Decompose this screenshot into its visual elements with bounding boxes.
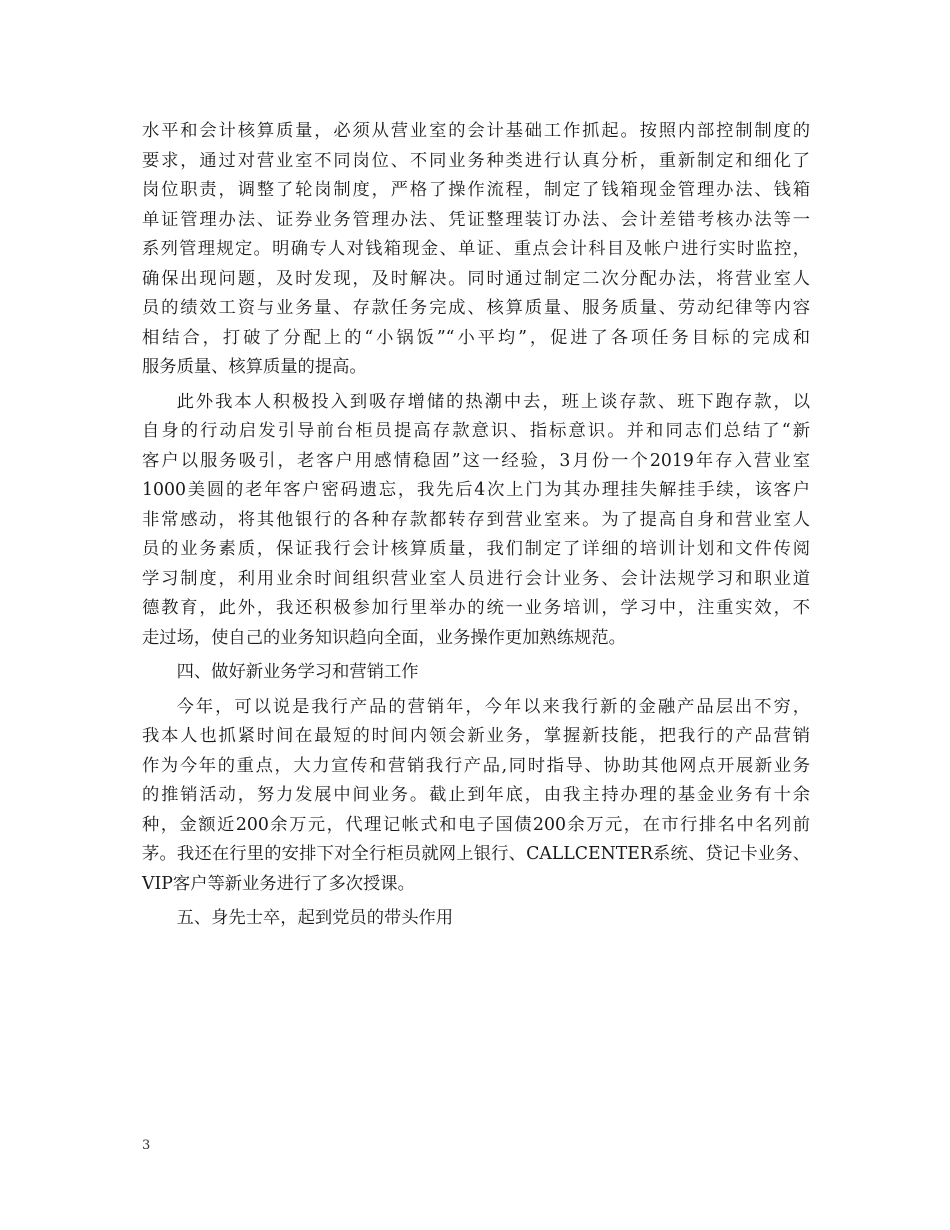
text-line: 种，金额近200余万元，代理记帐式和电子国债200余万元，在市行排名中名列前 (142, 814, 810, 835)
text-line: 系列管理规定。明确专人对钱箱现金、单证、重点会计科目及帐户进行实时监控， (142, 239, 810, 259)
text-line: 的推销活动，努力发展中间业务。截止到年底，由我主持办理的基金业务有十余 (142, 785, 810, 805)
text-line: 客户以服务吸引，老客户用感情稳固”这一经验，3月份一个2019年存入营业室 (142, 450, 810, 471)
text-line: 此外我本人积极投入到吸存增储的热潮中去，班上谈存款、班下跑存款，以 (176, 391, 810, 412)
paragraph-deposit-growth (142, 388, 810, 654)
heading-line: 四、做好新业务学习和营销工作 (176, 662, 419, 682)
text-line: 德教育，此外，我还积极参加行里举办的统一业务培训，学习中，注重实效，不 (142, 598, 810, 618)
text-line: 岗位职责，调整了轮岗制度，严格了操作流程，制定了钱箱现金管理办法、钱箱 (142, 180, 810, 200)
text-line: 走过场，使自己的业务知识趋向全面，业务操作更加熟练规范。 (142, 627, 626, 648)
page-number: 3 (142, 1138, 151, 1153)
text-line: 茅。我还在行里的安排下对全行柜员就网上银行、CALLCENTER系统、贷记卡业务、 (142, 844, 810, 864)
text-line: 员的业务素质，保证我行会计核算质量，我们制定了详细的培训计划和文件传阅 (142, 539, 810, 559)
section-heading-party-member (142, 904, 810, 934)
text-line: 要求，通过对营业室不同岗位、不同业务种类进行认真分析，重新制定和细化了 (142, 150, 810, 171)
document-body (142, 117, 810, 934)
text-line: 服务质量、核算质量的提高。 (142, 357, 367, 377)
text-line: 作为今年的重点，大力宣传和营销我行产品,同时指导、协助其他网点开展新业务 (142, 755, 810, 776)
text-line: 1000美圆的老年客户密码遗忘，我先后4次上门为其办理挂失解挂手续，该客户 (142, 480, 810, 500)
section-heading-new-business (142, 658, 810, 688)
heading-line: 五、身先士卒，起到党员的带头作用 (176, 908, 454, 928)
text-line: 学习制度，利用业余时间组织营业室人员进行会计业务、会计法规学习和职业道 (142, 568, 810, 589)
text-line: 员的绩效工资与业务量、存款任务完成、核算质量、服务质量、劳动纪律等内容 (142, 298, 810, 318)
text-line: VIP客户等新业务进行了多次授课。 (142, 873, 415, 894)
text-line: 今年，可以说是我行产品的营销年，今年以来我行新的金融产品层出不穷， (176, 696, 810, 717)
text-line: 自身的行动启发引导前台柜员提高存款意识、指标意识。并和同志们总结了“新 (142, 421, 810, 441)
text-line: 单证管理办法、证券业务管理办法、凭证整理装订办法、会计差错考核办法等一 (142, 209, 810, 230)
text-line: 确保出现问题，及时发现，及时解决。同时通过制定二次分配办法，将营业室人 (142, 268, 810, 289)
paragraph-product-marketing (142, 693, 810, 900)
text-line: 非常感动，将其他银行的各种存款都转存到营业室来。为了提高自身和营业室人 (142, 509, 810, 530)
text-line: 相结合，打破了分配上的“小锅饭”“小平均”，促进了各项任务目标的完成和 (142, 327, 810, 348)
paragraph-accounting-management (142, 117, 810, 383)
text-line: 我本人也抓紧时间在最短的时间内领会新业务，掌握新技能，把我行的产品营销 (142, 726, 810, 746)
text-line: 水平和会计核算质量，必须从营业室的会计基础工作抓起。按照内部控制制度的 (142, 121, 810, 141)
